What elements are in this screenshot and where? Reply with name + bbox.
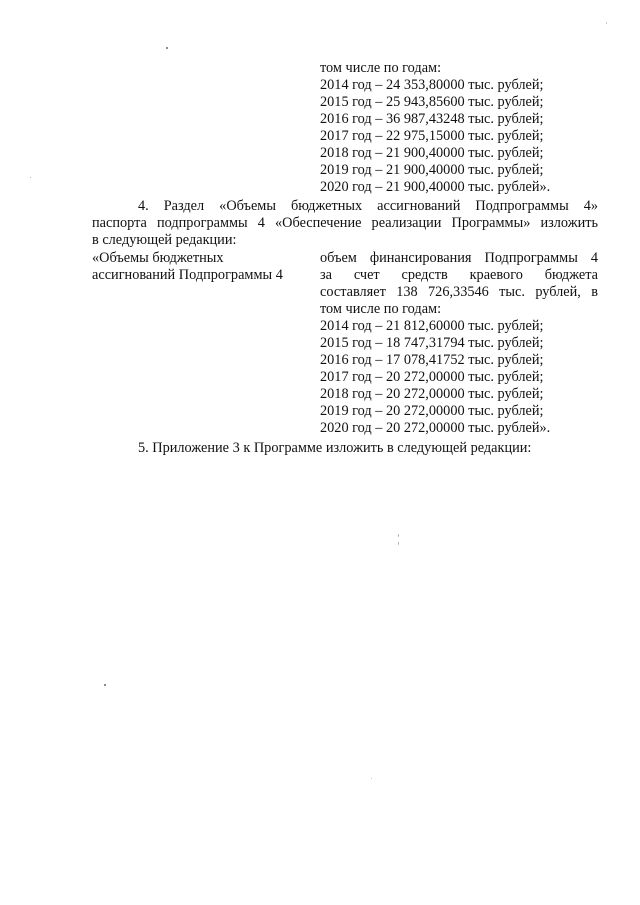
table-year-2020: 2020 год – 20 272,00000 тыс. рублей». — [320, 420, 551, 436]
top-block-year-2017: 2017 год – 22 975,15000 тыс. рублей; — [320, 128, 544, 144]
top-block-year-2020: 2020 год – 21 900,40000 тыс. рублей». — [320, 179, 551, 195]
section4-line2: паспорта подпрограммы 4 «Обеспечение реализации Программы» изложить — [92, 215, 598, 231]
scan-speck — [30, 177, 31, 178]
table-right-line4: том числе по годам: — [320, 301, 442, 317]
table-year-2015: 2015 год – 18 747,31794 тыс. рублей; — [320, 335, 544, 351]
scan-speck — [104, 684, 106, 686]
table-right-line2: за счет средств краевого бюджета — [320, 267, 598, 283]
table-left-line1: «Объемы бюджетных — [92, 250, 224, 266]
section5-text: 5. Приложение 3 к Программе изложить в следующей редакции: — [138, 440, 532, 456]
section4-line1: 4. Раздел «Объемы бюджетных ассигнований Подпрограммы 4» — [138, 198, 598, 214]
table-right-line1: объем финансирования Подпрограммы 4 — [320, 250, 598, 266]
table-left-line2: ассигнований Подпрограммы 4 — [92, 267, 283, 283]
table-year-2014: 2014 год – 21 812,60000 тыс. рублей; — [320, 318, 544, 334]
top-block-year-2016: 2016 год – 36 987,43248 тыс. рублей; — [320, 111, 544, 127]
top-block-year-2014: 2014 год – 24 353,80000 тыс. рублей; — [320, 77, 544, 93]
top-block-year-2018: 2018 год – 21 900,40000 тыс. рублей; — [320, 145, 544, 161]
table-year-2018: 2018 год – 20 272,00000 тыс. рублей; — [320, 386, 544, 402]
top-block-year-2015: 2015 год – 25 943,85600 тыс. рублей; — [320, 94, 544, 110]
scan-speck — [398, 542, 399, 545]
table-year-2019: 2019 год – 20 272,00000 тыс. рублей; — [320, 403, 544, 419]
scan-speck — [398, 534, 399, 537]
scan-speck — [371, 778, 372, 779]
table-year-2017: 2017 год – 20 272,00000 тыс. рублей; — [320, 369, 544, 385]
section4-line3: в следующей редакции: — [92, 232, 237, 248]
table-right-line3: составляет 138 726,33546 тыс. рублей, в — [320, 284, 598, 300]
top-block-year-2019: 2019 год – 21 900,40000 тыс. рублей; — [320, 162, 544, 178]
scan-speck — [166, 47, 168, 49]
scan-speck — [606, 22, 607, 24]
table-year-2016: 2016 год – 17 078,41752 тыс. рублей; — [320, 352, 544, 368]
top-block-lead: том числе по годам: — [320, 60, 442, 76]
